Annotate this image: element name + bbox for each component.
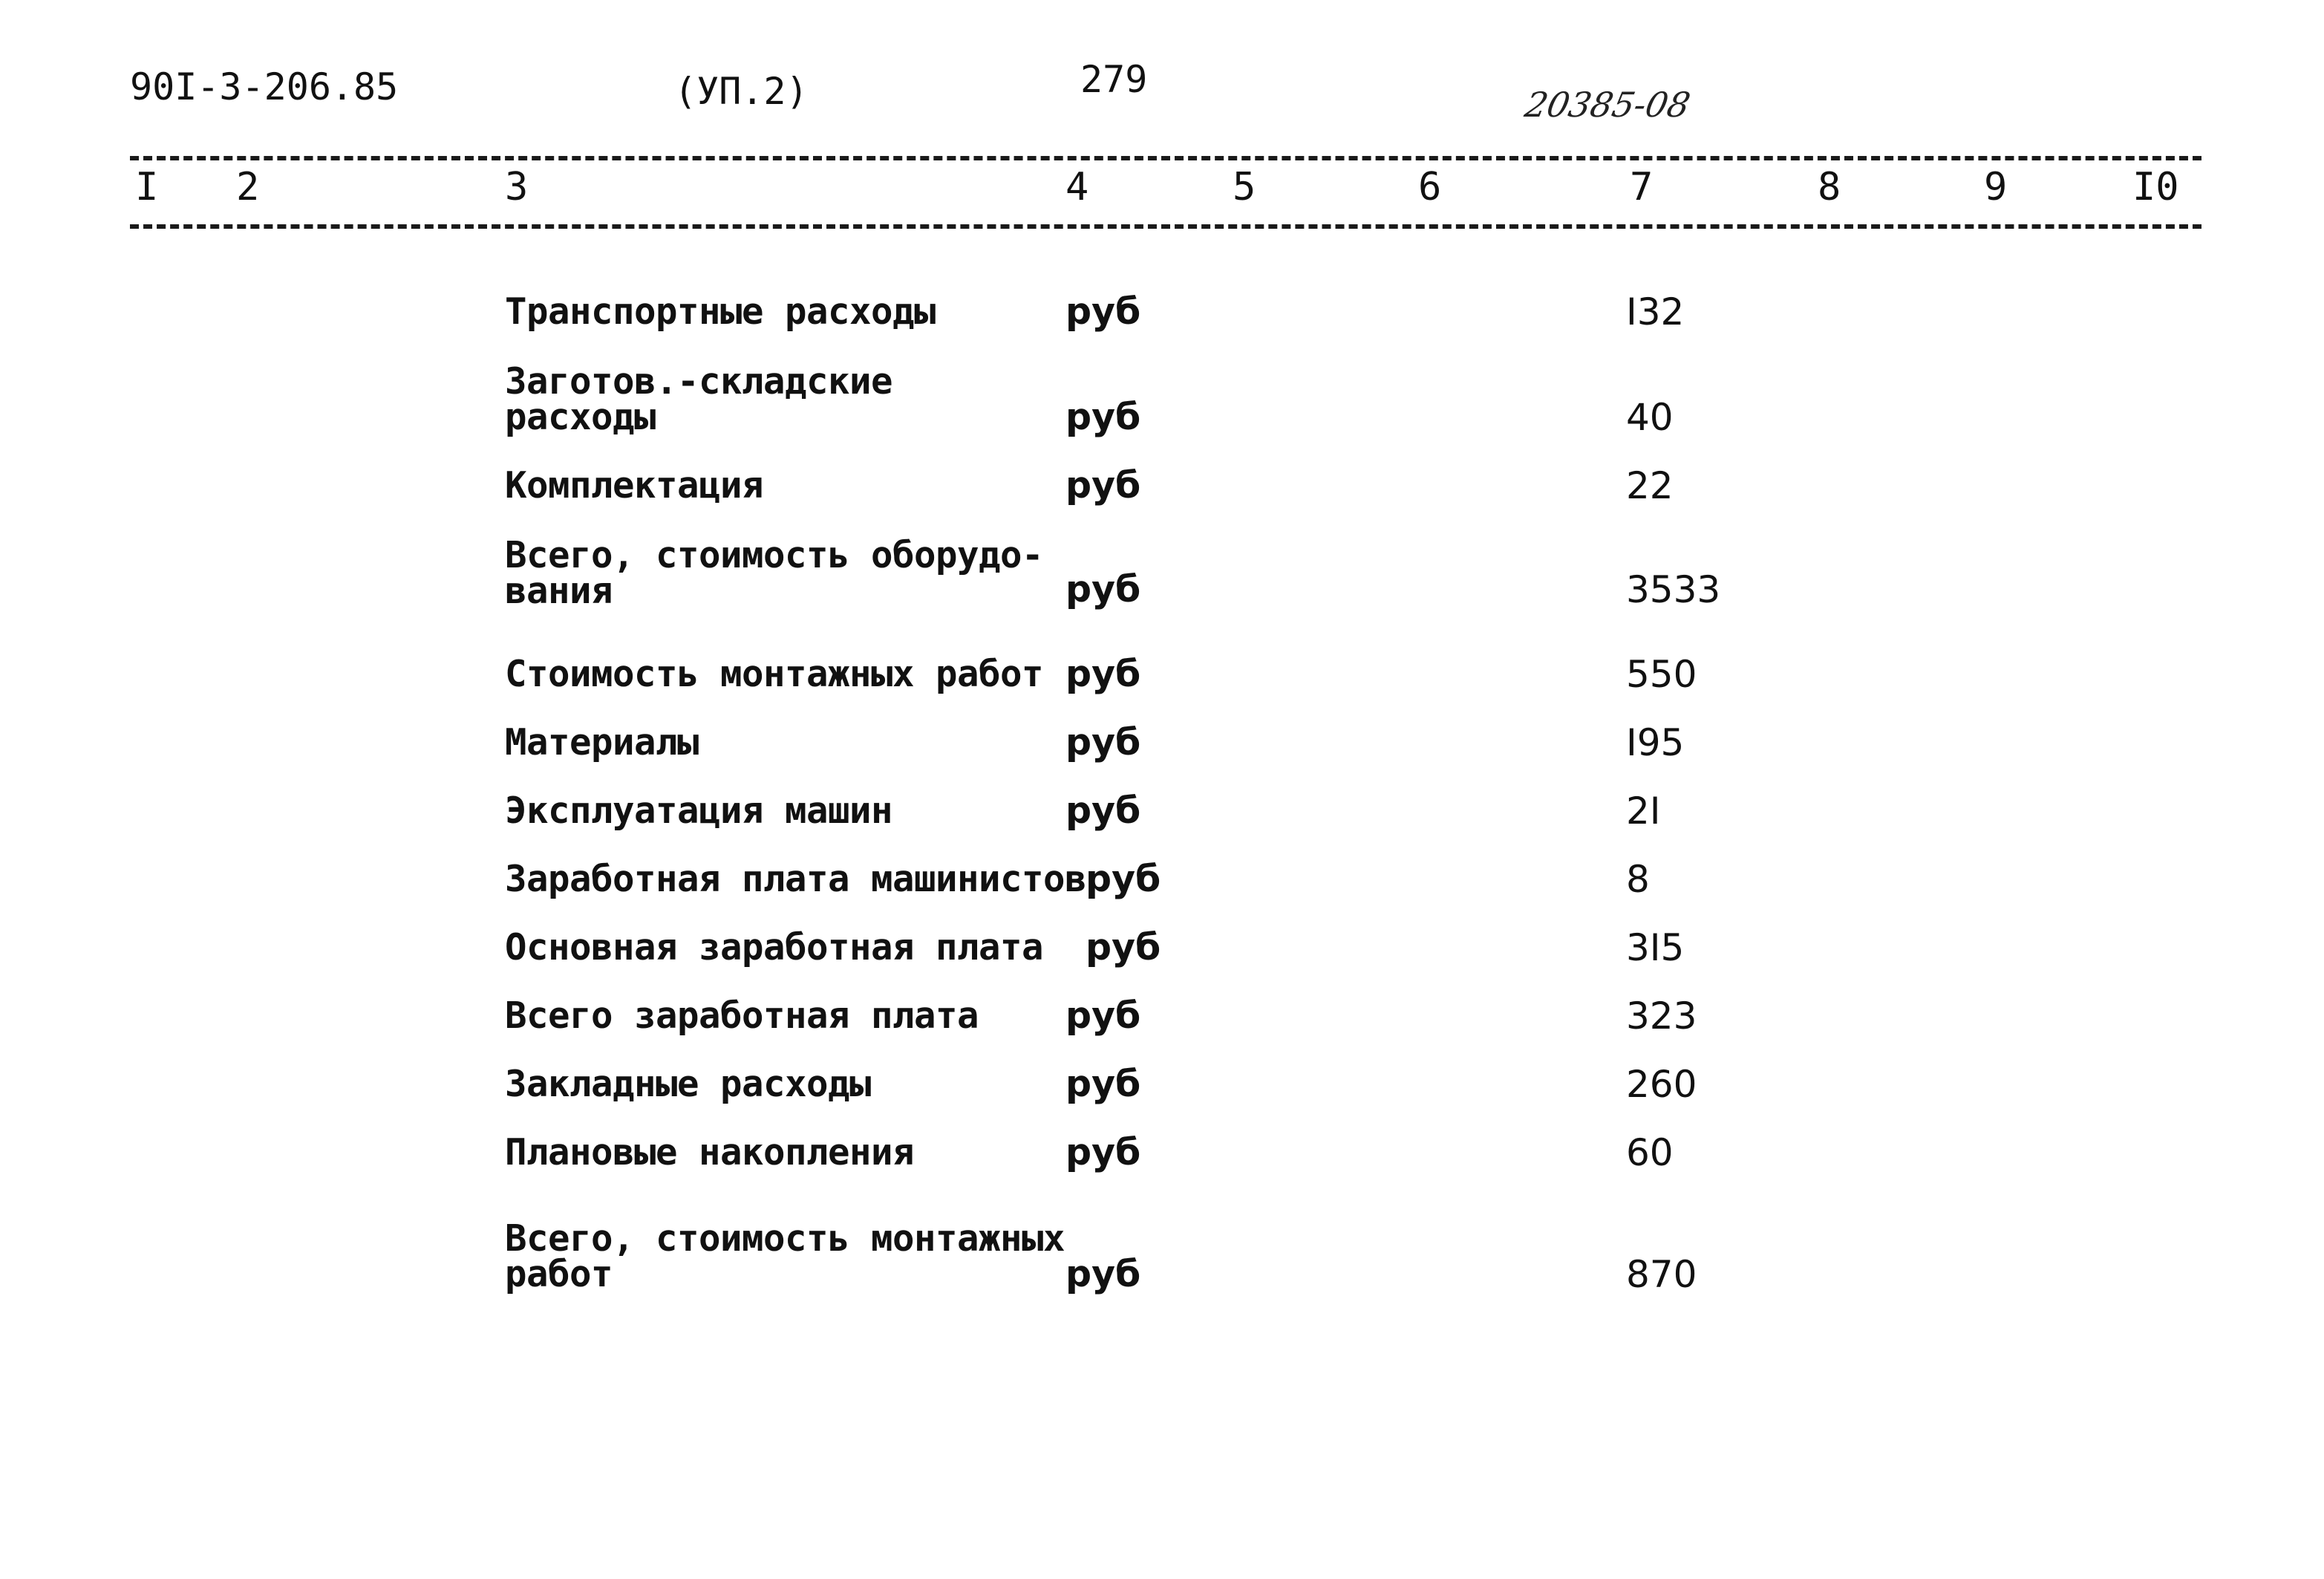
row-label: Закладные расходы: [505, 1063, 872, 1105]
column-number-5: 5: [1233, 165, 1256, 209]
row-label: Всего, стоимость оборудо- вания: [505, 534, 1044, 612]
row-unit: руб: [1065, 290, 1141, 333]
row-value: 3533: [1626, 568, 1721, 611]
row-label: Плановые накопления: [505, 1131, 915, 1173]
row-label: Эксплуатация машин: [505, 790, 893, 832]
row-value: 60: [1626, 1131, 1674, 1174]
row-value: 260: [1626, 1063, 1697, 1106]
row-label: Заготов.-складские расходы: [505, 360, 893, 438]
column-number-7: 7: [1630, 165, 1654, 209]
row-unit: руб: [1065, 1131, 1141, 1173]
column-number-8: 8: [1818, 165, 1841, 209]
column-number-6: 6: [1418, 165, 1442, 209]
row-unit: руб: [1086, 858, 1161, 900]
row-unit: руб: [1065, 568, 1141, 611]
row-unit: руб: [1065, 1063, 1141, 1105]
row-unit: руб: [1065, 994, 1141, 1037]
row-label: Комплектация: [505, 464, 764, 507]
column-number-4: 4: [1065, 165, 1089, 209]
row-unit: руб: [1086, 926, 1161, 968]
row-label: Всего заработная плата: [505, 994, 979, 1037]
document-code: 90I-3-206.85: [130, 65, 399, 108]
column-number-1: I: [135, 165, 159, 209]
section-label: (УП.2): [674, 70, 809, 113]
row-unit: руб: [1065, 396, 1141, 438]
row-value: 870: [1626, 1253, 1697, 1296]
row-value: I32: [1626, 290, 1685, 333]
row-unit: руб: [1065, 721, 1141, 764]
column-number-10: I0: [2132, 165, 2179, 209]
row-value: 40: [1626, 396, 1674, 439]
column-number-3: 3: [505, 165, 529, 209]
handwritten-stamp: 20385-08: [1521, 85, 1694, 125]
row-value: 323: [1626, 994, 1697, 1038]
header-top-rule: [130, 156, 2201, 160]
row-value: 2I: [1626, 790, 1661, 833]
row-unit: руб: [1065, 464, 1141, 507]
row-unit: руб: [1065, 790, 1141, 832]
row-value: 550: [1626, 653, 1697, 696]
row-label: Всего, стоимость монтажных работ: [505, 1217, 1065, 1295]
column-number-2: 2: [236, 165, 260, 209]
row-value: 22: [1626, 464, 1674, 507]
page-number: 279: [1080, 58, 1148, 101]
row-value: 8: [1626, 858, 1650, 901]
row-label: Транспортные расходы: [505, 290, 936, 333]
row-unit: руб: [1065, 653, 1141, 695]
row-label: Стоимость монтажных работ: [505, 653, 1044, 695]
row-label: Материалы: [505, 721, 699, 764]
row-label: Основная заработная плата: [505, 926, 1044, 968]
row-value: I95: [1626, 721, 1685, 764]
row-unit: руб: [1065, 1253, 1141, 1295]
header-bottom-rule: [130, 224, 2201, 229]
column-number-9: 9: [1984, 165, 2008, 209]
row-value: 3I5: [1626, 926, 1685, 969]
row-label: Заработная плата машинистов: [505, 858, 1087, 900]
